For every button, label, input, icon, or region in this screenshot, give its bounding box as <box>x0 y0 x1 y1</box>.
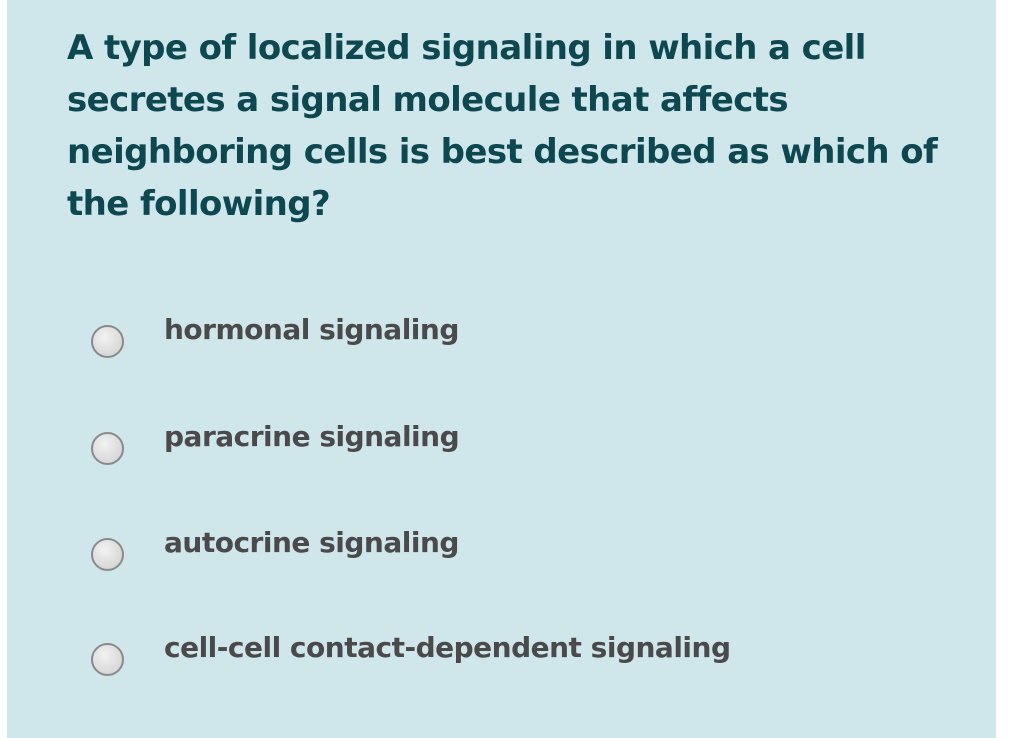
radio-button[interactable] <box>91 432 124 465</box>
option-hormonal-signaling[interactable] <box>91 313 891 353</box>
option-label: paracrine signaling <box>164 420 460 453</box>
option-label: hormonal signaling <box>164 313 459 346</box>
option-label: autocrine signaling <box>164 526 459 559</box>
radio-button[interactable] <box>91 643 124 676</box>
question-card <box>7 0 996 738</box>
question-text: A type of localized signaling in which a cell secretes a signal molecule that affects neighboring cells is best described as which of the following? <box>67 28 938 224</box>
option-label: cell-cell contact-dependent signaling <box>164 631 731 664</box>
option-autocrine-signaling[interactable] <box>91 526 891 566</box>
option-paracrine-signaling[interactable] <box>91 420 891 460</box>
radio-button[interactable] <box>91 325 124 358</box>
radio-button[interactable] <box>91 538 124 571</box>
option-cell-cell-contact-signaling[interactable] <box>91 631 891 671</box>
